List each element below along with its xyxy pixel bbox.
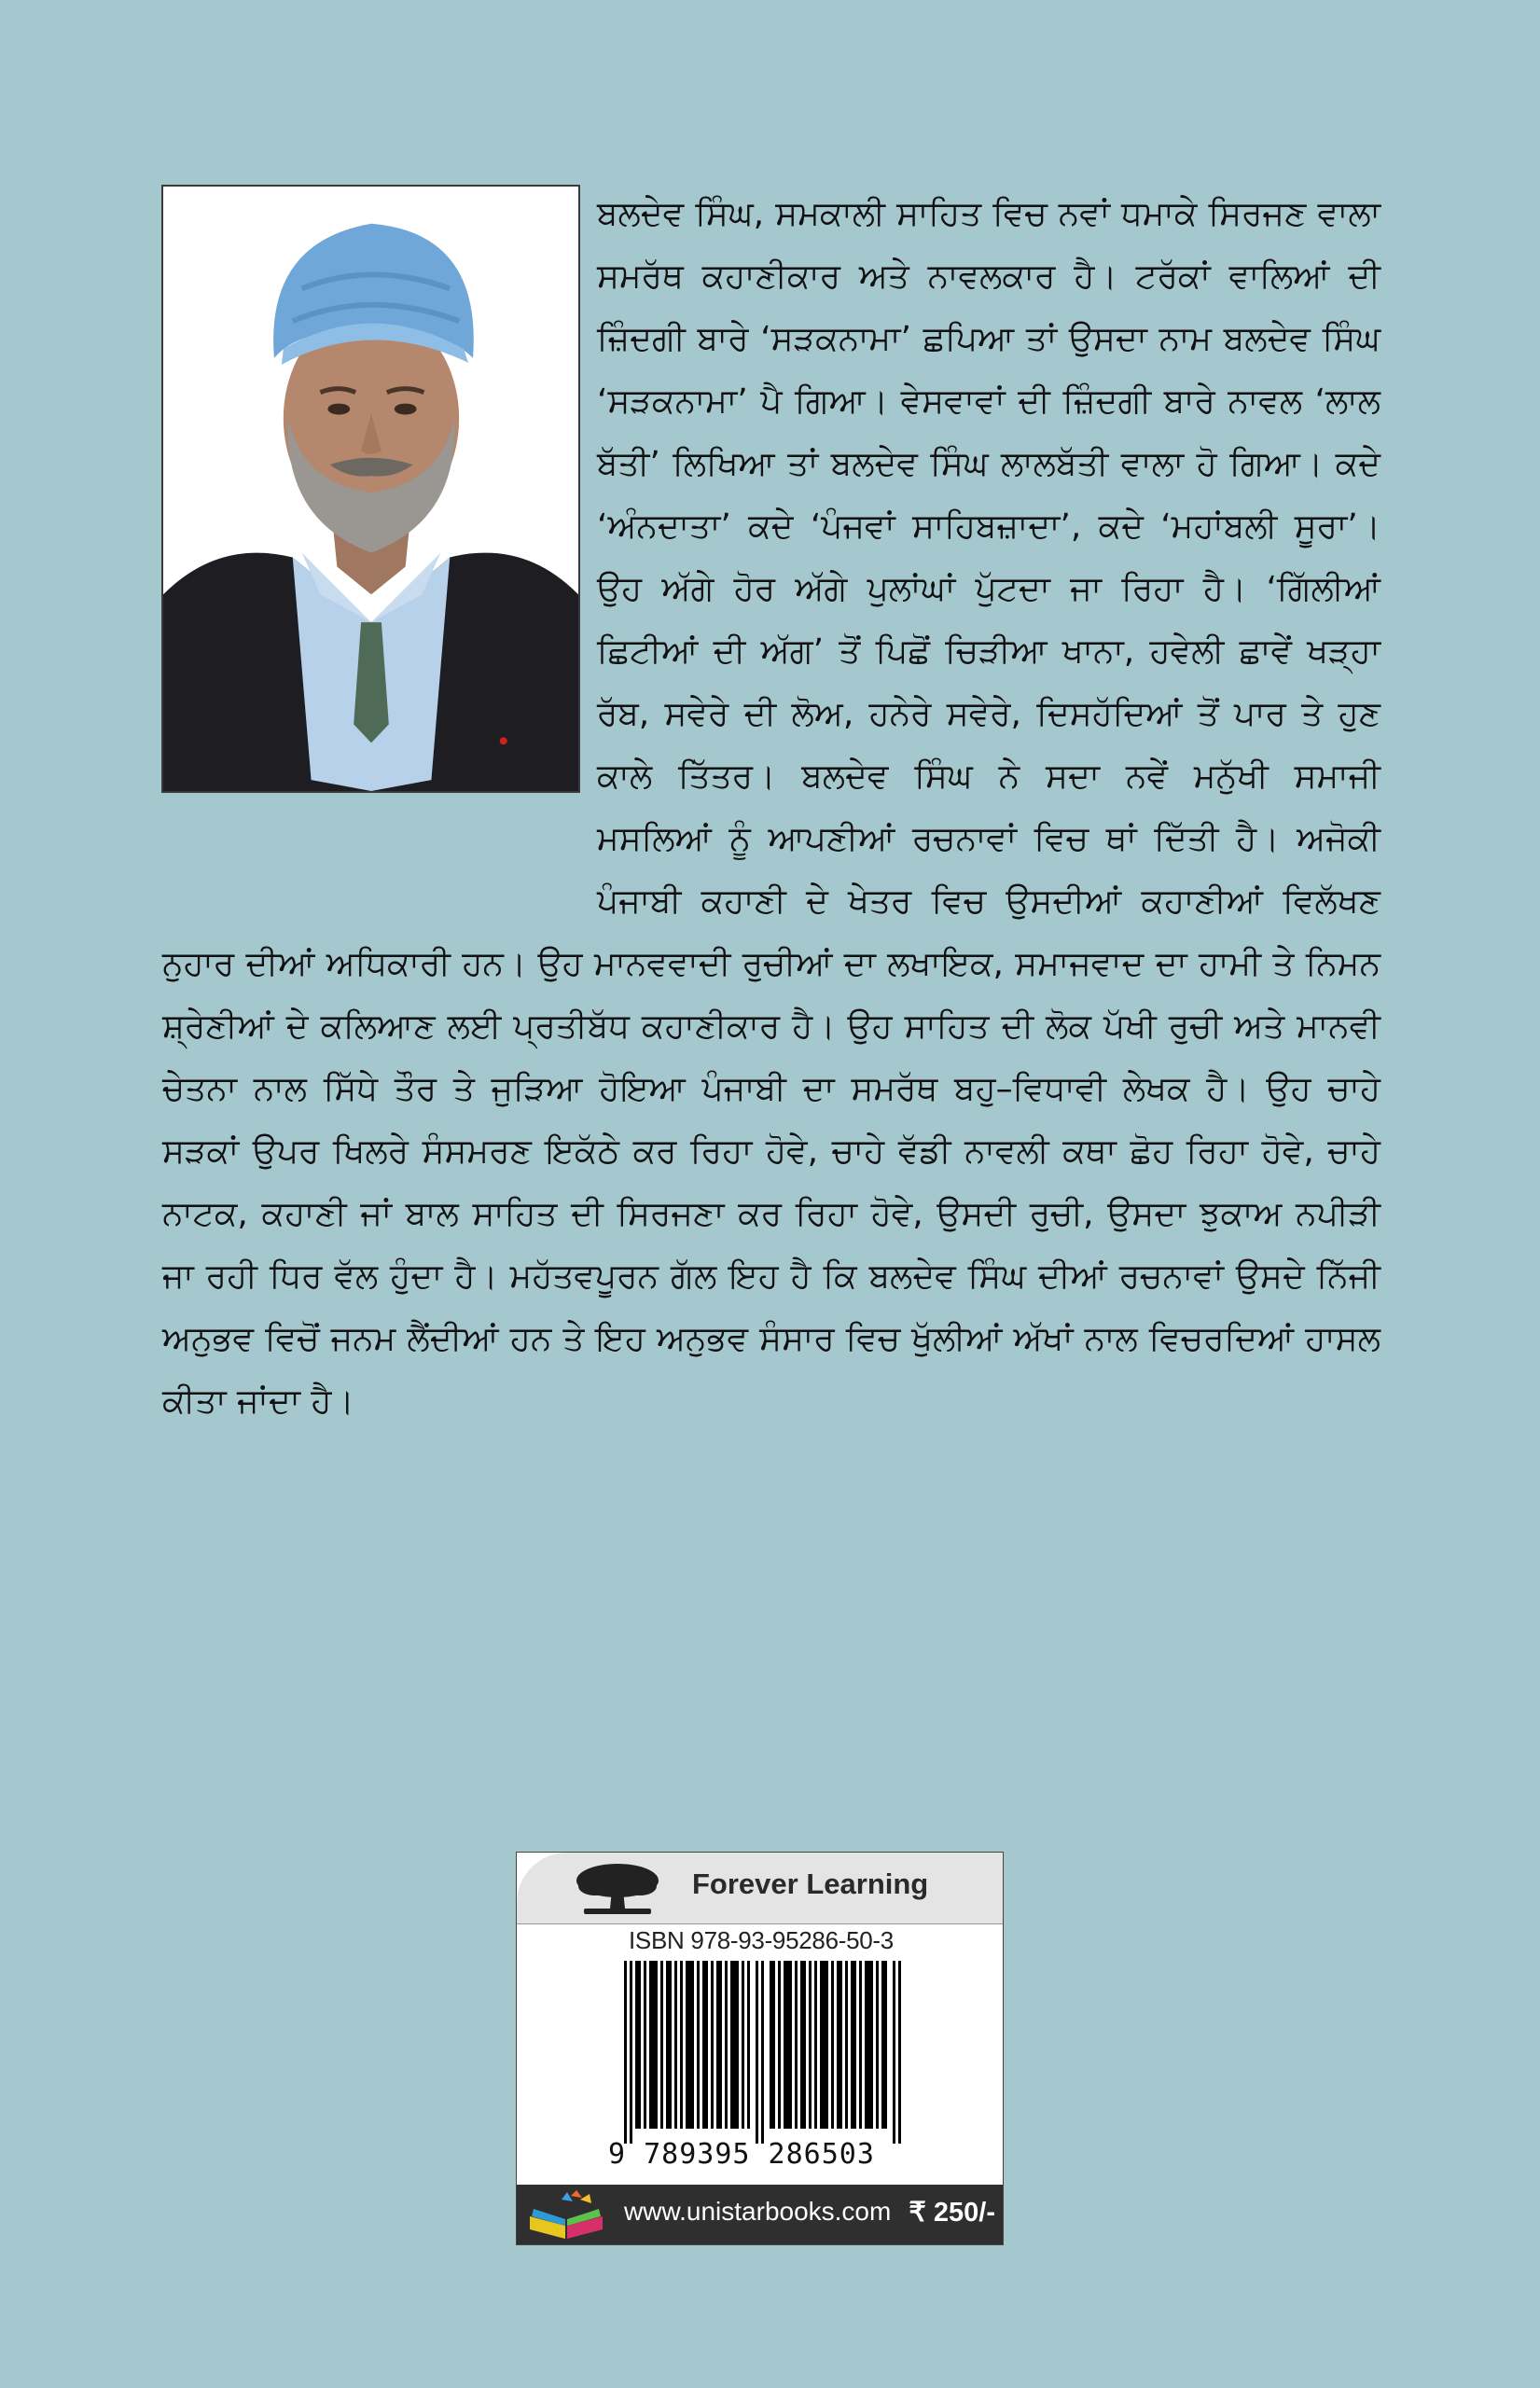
book-price: ₹ 250/- (909, 2198, 995, 2228)
blurb-text: ਬਲਦੇਵ ਸਿੰਘ, ਸਮਕਾਲੀ ਸਾਹਿਤ ਵਿਚ ਨਵਾਂ ਧਮਾਕੇ ਸਿਰਜਣ ਵਾਲਾ ਸਮਰੱਥ ਕਹਾਣੀਕਾਰ ਅਤੇ ਨਾਵਲਕਾਰ ਹੈ। ਟਰੱਕਾਂ ਵਾਲਿਆਂ ਦੀ ਜ਼ਿੰਦਗੀ ਬਾਰੇ ‘ਸੜਕਨਾਮਾ’ ਛਪਿਆ ਤਾਂ ਉਸਦਾ ਨਾਮ ਬਲਦੇਵ ਸਿੰਘ ‘ਸੜਕਨਾਮਾ’ ਪੈ ਗਿਆ। ਵੇਸਵਾਵਾਂ ਦੀ ਜ਼ਿੰਦਗੀ ਬਾਰੇ ਨਾਵਲ ‘ਲਾਲ ਬੱਤੀ’ ਲਿਖਿਆ ਤਾਂ ਬਲਦੇਵ ਸਿੰਘ ਲਾਲਬੱਤੀ ਵਾਲਾ ਹੋ ਗਿਆ। ਕਦੇ ‘ਅੰਨਦਾਤਾ’ ਕਦੇ ‘ਪੰਜਵਾਂ ਸਾਹਿਬਜ਼ਾਦਾ’, ਕਦੇ ‘ਮਹਾਂਬਲੀ ਸੂਰਾ’। ਉਹ ਅੱਗੇ ਹੋਰ ਅੱਗੇ ਪੁਲਾਂਘਾਂ ਪੁੱਟਦਾ ਜਾ ਰਿਹਾ ਹੈ। ‘ਗਿੱਲੀਆਂ ਛਿਟੀਆਂ ਦੀ ਅੱਗ’ ਤੋਂ ਪਿਛੋਂ ਚਿੜੀਆ ਖਾਨਾ, ਹਵੇਲੀ ਛਾਵੇਂ ਖੜ੍ਹਾ ਰੱਬ, ਸਵੇਰੇ ਦੀ ਲੋਅ, ਹਨੇਰੇ ਸਵੇਰੇ, ਦਿਸਹੱਦਿਆਂ ਤੋਂ ਪਾਰ ਤੇ ਹੁਣ ਕਾਲੇ ਤਿੱਤਰ। ਬਲਦੇਵ ਸਿੰਘ ਨੇ ਸਦਾ ਨਵੇਂ ਮਨੁੱਖੀ ਸਮਾਜੀ ਮਸਲਿਆਂ ਨੂੰ ਆਪਣੀਆਂ ਰਚਨਾਵਾਂ ਵਿਚ ਥਾਂ ਦਿੱਤੀ ਹੈ। ਅਜੋਕੀ ਪੰਜਾਬੀ ਕਹਾਣੀ ਦੇ ਖੇਤਰ ਵਿਚ ਉਸਦੀਆਂ ਕਹਾਣੀਆਂ ਵਿਲੱਖਣ ਨੁਹਾਰ ਦੀਆਂ ਅਧਿਕਾਰੀ ਹਨ। ਉਹ ਮਾਨਵਵਾਦੀ ਰੁਚੀਆਂ ਦਾ ਲਖਾਇਕ, ਸਮਾਜਵਾਦ ਦਾ ਹਾਮੀ ਤੇ ਨਿਮਨ ਸ਼੍ਰੇਣੀਆਂ ਦੇ ਕਲਿਆਣ ਲਈ ਪ੍ਰਤੀਬੱਧ ਕਹਾਣੀਕਾਰ ਹੈ। ਉਹ ਸਾਹਿਤ ਦੀ ਲੋਕ ਪੱਖੀ ਰੁਚੀ ਅਤੇ ਮਾਨਵੀ ਚੇਤਨਾ ਨਾਲ ਸਿੱਧੇ ਤੌਰ ਤੇ ਜੁੜਿਆ ਹੋਇਆ ਪੰਜਾਬੀ ਦਾ ਸਮਰੱਥ ਬਹੁ–ਵਿਧਾਵੀ ਲੇਖਕ ਹੈ। ਉਹ ਚਾਹੇ ਸੜਕਾਂ ਉਪਰ ਖਿਲਰੇ ਸੰਸਮਰਣ ਇਕੱਠੇ ਕਰ ਰਿਹਾ ਹੋਵੇ, ਚਾਹੇ ਵੱਡੀ ਨਾਵਲੀ ਕਥਾ ਛੋਹ ਰਿਹਾ ਹੋਵੇ, ਚਾਹੇ ਨਾਟਕ, ਕਹਾਣੀ ਜਾਂ ਬਾਲ ਸਾਹਿਤ ਦੀ ਸਿਰਜਣਾ ਕਰ ਰਿਹਾ ਹੋਵੇ, ਉਸਦੀ ਰੁਚੀ, ਉਸਦਾ ਝੁਕਾਅ ਨਪੀੜੀ ਜਾ ਰਹੀ ਧਿਰ ਵੱਲ ਹੁੰਦਾ ਹੈ। ਮਹੱਤਵਪੂਰਨ ਗੱਲ ਇਹ ਹੈ ਕਿ ਬਲਦੇਵ ਸਿੰਘ ਦੀਆਂ ਰਚਨਾਵਾਂ ਉਸਦੇ ਨਿੱਜੀ ਅਨੁਭਵ ਵਿਚੋਂ ਜਨਮ ਲੈਂਦੀਆਂ ਹਨ ਤੇ ਇਹ ਅਨੁਭਵ ਸੰਸਾਰ ਵਿਚ ਖੁੱਲੀਆਂ ਅੱਖਾਂ ਨਾਲ ਵਿਚਰਦਿਆਂ ਹਾਸਲ ਕੀਤਾ ਜਾਂਦਾ ਹੈ। (162, 195, 1380, 1421)
barcode-panel (516, 1852, 1004, 2245)
publisher-header (517, 1853, 1003, 1924)
isbn-label: ISBN 978-93-95286-50-3 (629, 1926, 894, 1954)
author-blurb (162, 183, 1380, 1433)
barcode-image (624, 1961, 904, 2144)
tree-logo-icon (575, 1862, 660, 1916)
photo-wrap-spacer (162, 183, 597, 892)
publisher-tagline: Forever Learning (692, 1867, 929, 1900)
publisher-footer (517, 2185, 1003, 2244)
open-book-logo-icon (524, 2188, 608, 2241)
publisher-website: www.unistarbooks.com (624, 2197, 892, 2226)
barcode-digits: 9 789395 286503 (608, 2138, 875, 2171)
